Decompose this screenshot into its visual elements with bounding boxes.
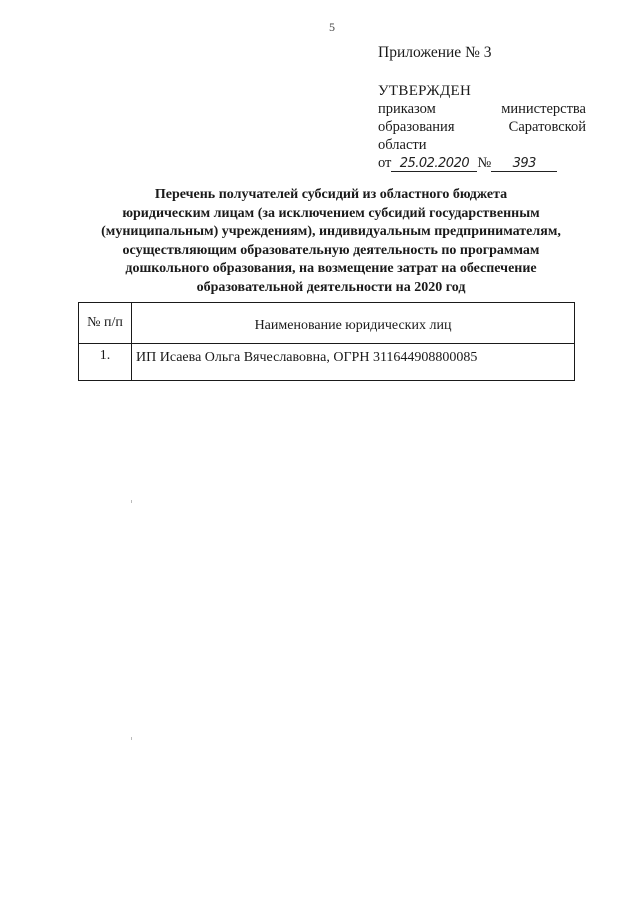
title-line: дошкольного образования, на возмещение затрат на обеспечение xyxy=(125,261,537,277)
approval-line-2 xyxy=(378,118,586,136)
order-date-number-line xyxy=(378,154,586,172)
row-name: ИП Исаева Ольга Вячеславовна, ОГРН 311644908800085 xyxy=(132,344,575,381)
approval-block xyxy=(378,82,586,172)
education-word: образования xyxy=(378,119,455,135)
approval-line-1 xyxy=(378,100,586,118)
oblast-word: области xyxy=(378,137,427,153)
row-number: 1. xyxy=(79,344,132,381)
order-word: приказом xyxy=(378,101,436,117)
approved-heading: УТВЕРЖДЕН xyxy=(378,83,472,99)
number-label: № xyxy=(477,155,492,171)
handwritten-date: 25.02.2020 xyxy=(391,156,477,172)
handwritten-order-number: 393 xyxy=(491,156,557,172)
title-line: осуществляющим образовательную деятельность по программам xyxy=(122,242,540,258)
table-header-row xyxy=(79,303,575,344)
title-line: образовательной деятельности на 2020 год xyxy=(196,279,466,295)
title-line: (муниципальным) учреждениям), индивидуальным предпринимателям, xyxy=(101,224,561,240)
recipients-table xyxy=(78,302,575,381)
header-name: Наименование юридических лиц xyxy=(132,303,575,344)
page-number: 5 xyxy=(329,20,335,34)
header-number: № п/п xyxy=(79,303,132,344)
table-row xyxy=(79,344,575,381)
region-word: Саратовской xyxy=(508,119,586,135)
document-title xyxy=(80,186,582,298)
from-label: от xyxy=(378,155,392,171)
scan-speck xyxy=(131,737,132,740)
appendix-label: Приложение № 3 xyxy=(378,44,492,61)
ministry-word: министерства xyxy=(501,101,586,117)
title-line: Перечень получателей субсидий из областного бюджета xyxy=(154,187,508,202)
title-line: юридическим лицам (за исключением субсидий государственным xyxy=(122,205,540,221)
scan-speck xyxy=(131,500,132,503)
